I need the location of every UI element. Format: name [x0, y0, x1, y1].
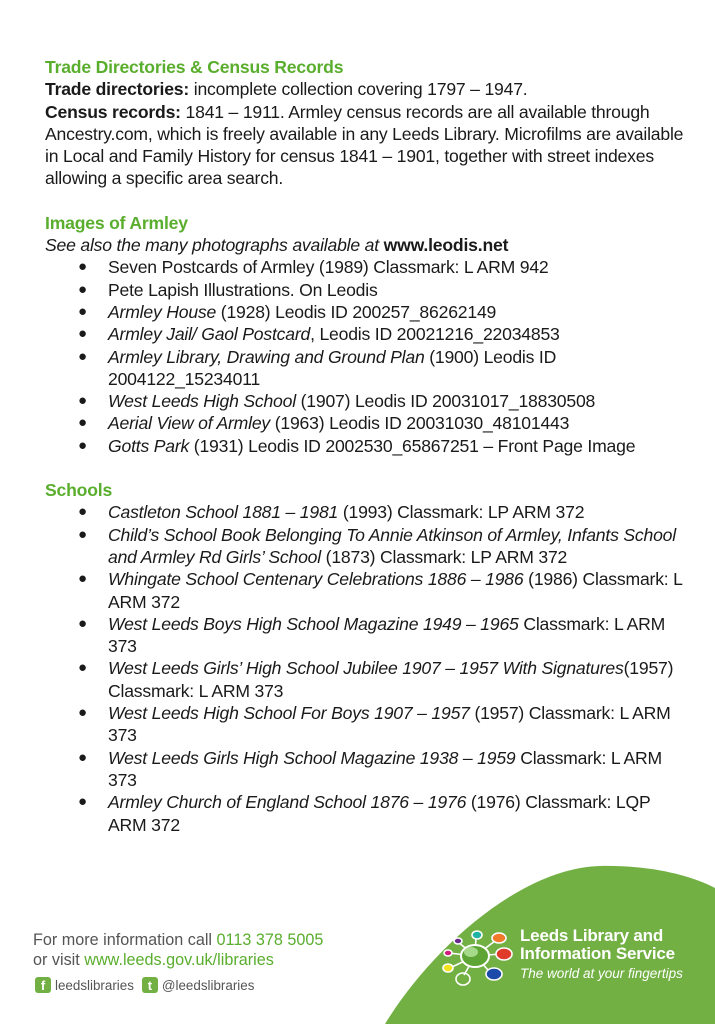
- list-item: ● Armley Library, Drawing and Ground Plan (1900) Leodis ID 2004122_15234011: [78, 346, 557, 389]
- facebook-link[interactable]: f leedslibraries: [35, 977, 134, 993]
- contact-website-line: or visit www.leeds.gov.uk/libraries: [33, 951, 274, 969]
- list-item: ● Castleton School 1881 – 1981 (1993) Classmark: LP ARM 372: [78, 502, 585, 523]
- list-item: ● Seven Postcards of Armley (1989) Classmark: L ARM 942: [78, 257, 549, 278]
- contact-phone-line: For more information call 0113 378 5005: [33, 931, 324, 949]
- leodis-link[interactable]: www.leodis.net: [383, 235, 509, 256]
- facebook-icon: f: [35, 977, 51, 993]
- bullet-icon: ●: [78, 748, 87, 766]
- logo-tagline: The world at your fingertips: [520, 966, 683, 981]
- images-intro: See also the many photographs available at www.leodis.net: [45, 235, 509, 256]
- list-item: ● Armley House (1928) Leodis ID 200257_86262149: [78, 301, 497, 322]
- list-item: ● Aerial View of Armley (1963) Leodis ID 20031030_48101443: [78, 413, 570, 434]
- bullet-icon: ●: [78, 302, 87, 320]
- list-item: ● Whingate School Centenary Celebrations 1886 – 1986 (1986) Classmark: L ARM 372: [78, 569, 683, 612]
- bullet-icon: ●: [78, 436, 87, 454]
- bullet-icon: ●: [78, 347, 87, 365]
- section-heading: Images of Armley: [45, 212, 188, 233]
- bullet-icon: ●: [78, 570, 87, 588]
- bullet-icon: ●: [78, 659, 87, 677]
- bullet-icon: ●: [78, 704, 87, 722]
- bullet-icon: ●: [78, 325, 87, 343]
- contact-info: [33, 930, 323, 970]
- twitter-icon: t: [142, 977, 158, 993]
- phone-number[interactable]: 0113 378 5005: [216, 931, 324, 949]
- bullet-icon: ●: [78, 503, 87, 521]
- list-item: ● Gotts Park (1931) Leodis ID 2002530_65867251 – Front Page Image: [78, 435, 636, 456]
- section-heading: Trade Directories & Census Records: [45, 57, 344, 77]
- list-item: ● West Leeds Girls High School Magazine 1938 – 1959 Classmark: L ARM 373: [78, 747, 662, 790]
- bullet-icon: ●: [78, 793, 87, 811]
- logo: [520, 927, 683, 981]
- bullet-icon: ●: [78, 392, 87, 410]
- trade-directories-paragraph: Trade directories: incomplete collection covering 1797 – 1947.: [45, 79, 528, 100]
- bullet-icon: ●: [78, 258, 87, 276]
- social-links: [35, 977, 262, 993]
- bullet-icon: ●: [78, 280, 87, 298]
- list-item: ● Armley Jail/ Gaol Postcard, Leodis ID 20021216_22034853: [78, 324, 560, 345]
- label: Census records:: [45, 101, 181, 122]
- list-item: ● West Leeds High School For Boys 1907 – 1957 (1957) Classmark: L ARM 373: [78, 703, 671, 746]
- logo-title: Leeds Library and Information Service: [520, 926, 675, 963]
- census-records-paragraph: Census records: 1841 – 1911. Armley census records are all available through Ancestry.com, which is freely available in any Leeds Library. Microfilms are available in Local and Family History for census 1841 – 1901, together with street indexes allowing a specific area search.: [45, 101, 684, 189]
- list-item: ● West Leeds Girls’ High School Jubilee 1907 – 1957 With Signatures(1957) Classmark: L ARM 373: [78, 658, 674, 701]
- bullet-icon: ●: [78, 525, 87, 543]
- bullet-icon: ●: [78, 614, 87, 632]
- twitter-link[interactable]: t @leedslibraries: [142, 977, 255, 993]
- bullet-icon: ●: [78, 414, 87, 432]
- list-item: ● Pete Lapish Illustrations. On Leodis: [78, 279, 378, 300]
- list-item: ● West Leeds High School (1907) Leodis ID 20031017_18830508: [78, 391, 596, 412]
- section-heading: Schools: [45, 480, 113, 501]
- list-item: ● Child’s School Book Belonging To Annie Atkinson of Armley, Infants School and Armley Rd Girls’ School (1873) Classmark: LP ARM 372: [78, 524, 676, 567]
- list-item: ● West Leeds Boys High School Magazine 1949 – 1965 Classmark: L ARM 373: [78, 613, 666, 657]
- website-link[interactable]: www.leeds.gov.uk/libraries: [84, 951, 274, 969]
- list-item: ● Armley Church of England School 1876 – 1976 (1976) Classmark: LQP ARM 372: [78, 792, 651, 835]
- label: Trade directories:: [45, 79, 190, 100]
